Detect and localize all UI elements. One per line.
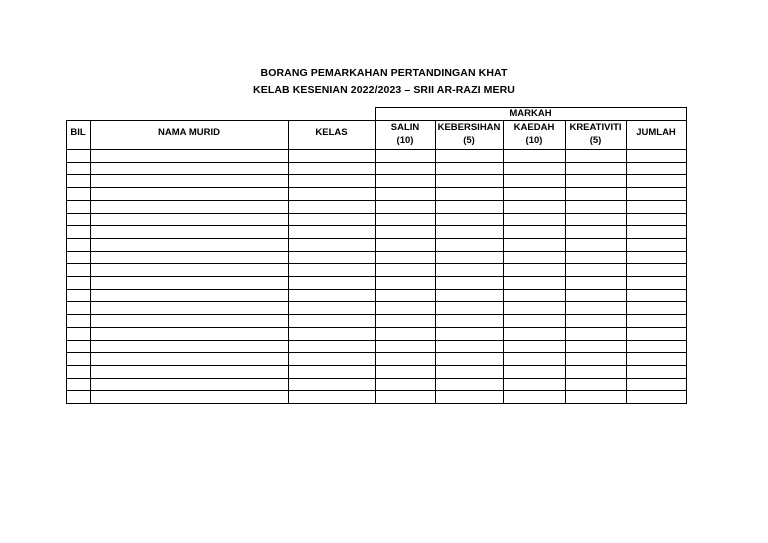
header-bil: BIL — [70, 127, 86, 138]
document-title: BORANG PEMARKAHAN PERTANDINGAN KHAT — [260, 67, 508, 79]
table-row-line — [66, 149, 687, 150]
table-row-line — [66, 301, 687, 302]
header-nama-murid: NAMA MURID — [158, 127, 220, 138]
header-kreativiti-max: (5) — [589, 135, 602, 146]
header-kebersihan-max: (5) — [463, 135, 475, 146]
markah-top-border — [375, 107, 687, 108]
table-row-line — [66, 327, 687, 328]
header-kebersihan: KEBERSIHAN — [437, 122, 501, 133]
table-row-line — [66, 314, 687, 315]
table-row-line — [66, 263, 687, 264]
markah-right-border — [686, 107, 687, 121]
table-row-line — [66, 174, 687, 175]
table-row-line — [66, 390, 687, 391]
header-jumlah: JUMLAH — [636, 127, 676, 138]
table-row-line — [66, 251, 687, 252]
table-row-line — [66, 238, 687, 239]
table-row-line — [66, 378, 687, 379]
markah-left-border — [375, 107, 376, 121]
table-row-line — [66, 340, 687, 341]
header-kelas: KELAS — [315, 127, 348, 138]
header-salin: SALIN — [390, 122, 420, 133]
table-row-line — [66, 276, 687, 277]
header-markah: MARKAH — [509, 108, 552, 119]
table-row-line — [66, 162, 687, 163]
table-row-line — [66, 213, 687, 214]
header-kreativiti: KREATIVITI — [569, 122, 622, 133]
document-subtitle: KELAB KESENIAN 2022/2023 – SRII AR-RAZI MERU — [253, 84, 515, 96]
table-row-line — [66, 225, 687, 226]
header-kaedah-max: (10) — [525, 135, 543, 146]
table-top-border — [66, 120, 687, 121]
table-row-line — [66, 289, 687, 290]
table-row-line — [66, 352, 687, 353]
table-row-line — [66, 365, 687, 366]
header-kaedah: KAEDAH — [513, 122, 555, 133]
header-salin-max: (10) — [396, 135, 414, 146]
table-row-line — [66, 187, 687, 188]
table-bottom-border — [66, 403, 687, 404]
table-row-line — [66, 200, 687, 201]
